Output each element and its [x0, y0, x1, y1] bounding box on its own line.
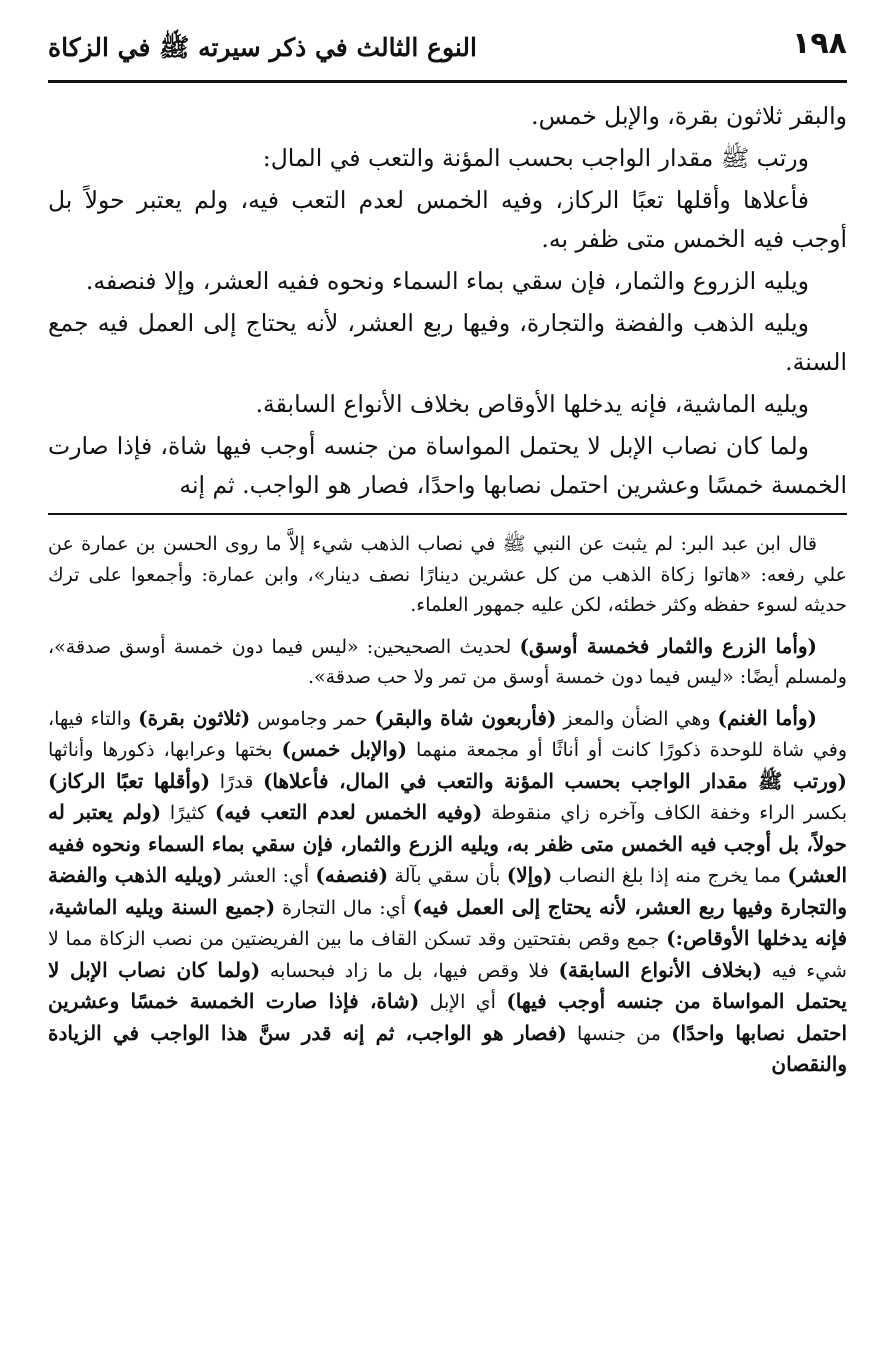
- quoted-text: (جميع السنة ويليه الماشية، فإنه يدخلها الأوقاص:): [48, 894, 847, 950]
- note-text: وهي الضأن والمعز: [556, 707, 718, 730]
- page-number: ١٩٨: [792, 26, 847, 61]
- quoted-text: (بخلاف الأنواع السابقة): [558, 957, 763, 982]
- footnote-divider: [48, 513, 847, 515]
- quoted-text: (فأربعون شاة والبقر): [374, 705, 557, 730]
- main-paragraph: ويليه الذهب والفضة والتجارة، وفيها ربع العشر، لأنه يحتاج إلى العمل فيه جمع السنة.: [48, 309, 847, 376]
- quoted-text: (والإبل خمس): [281, 737, 408, 761]
- note-text: حمر وجاموس: [250, 707, 375, 730]
- main-paragraph: ورتب ﷺ مقدار الواجب بحسب المؤنة والتعب في المال:: [262, 144, 809, 172]
- note-text: أي: مال التجارة: [275, 896, 413, 919]
- page-header: [48, 22, 847, 83]
- quoted-text: (ويليه الذهب والفضة والتجارة وفيها ربع العشر، لأنه يحتاج إلى العمل فيه): [48, 863, 848, 919]
- quoted-text: (وإلا): [506, 863, 553, 887]
- note-paragraph: [48, 703, 847, 1081]
- note-text: أي الإبل: [419, 991, 507, 1013]
- note-text: لحديث الصحيحين: «ليس فيما دون خمسة أوسق صدقة»، ولمسلم أيضًا: «ليس فيما دون خمسة أوسق من تمر ولا حب صدقة».: [48, 635, 847, 688]
- note-paragraph: [48, 631, 847, 693]
- main-paragraph: ويليه الماشية، فإنه يدخلها الأوقاص بخلاف الأنواع السابقة.: [255, 390, 809, 418]
- running-title: النوع الثالث في ذكر سيرته ﷺ في الزكاة: [48, 33, 477, 62]
- note-text: بأن سقي بآلة: [388, 865, 507, 887]
- quoted-text: (وفيه الخمس لعدم التعب فيه): [214, 800, 483, 824]
- quoted-text: (ورتب ﷺ مقدار الواجب بحسب المؤنة والتعب في المال، فأعلاها): [262, 768, 847, 793]
- note-text: أي: العشر: [222, 865, 316, 887]
- main-text: [48, 97, 847, 505]
- note-paragraph: [48, 529, 847, 621]
- quoted-text: (ثلاثون بقرة): [138, 705, 251, 730]
- note-text: فلا وقص فيها، بل ما زاد فبحسابه: [260, 959, 559, 982]
- quoted-text: (ولما كان نصاب الإبل لا يحتمل المواساة من جنسه أوجب فيها): [48, 957, 847, 1013]
- quoted-text: (وأما الزرع والثمار فخمسة أوسق): [519, 633, 817, 658]
- main-paragraph: ويليه الزروع والثمار، فإن سقي بماء السماء ونحوه ففيه العشر، وإلا فنصفه.: [85, 267, 809, 295]
- quoted-text: (فنصفه): [315, 863, 389, 887]
- note-text: من جنسها: [566, 1022, 672, 1045]
- quoted-text: (وأقلها تعبًا الركاز): [48, 768, 211, 793]
- note-text: قدرًا: [210, 770, 263, 793]
- main-paragraph: والبقر ثلاثون بقرة، والإبل خمس.: [531, 102, 847, 130]
- main-paragraph: ولما كان نصاب الإبل لا يحتمل المواساة من جنسه أوجب فيها شاة، فإذا صارت الخمسة خمسًا وعشرين احتمل نصابها واحدًا، فصار هو الواجب. ثم إنه: [48, 432, 847, 499]
- quoted-text: (وأما الغنم): [717, 705, 818, 730]
- note-text: قال ابن عبد البر: لم يثبت عن النبي ﷺ في نصاب الذهب شيء إلاَّ ما روى الحسن بن عمارة عن علي رفعه: «هاتوا زكاة الذهب من كل عشرين دينارًا نصف دينار»، وابن عمارة: وأجمعوا على ترك حديثه لسوء حفظه وكثر خطئه، لكن عليه جمهور العلماء.: [48, 533, 847, 616]
- main-paragraph: فأعلاها وأقلها تعبًا الركاز، وفيه الخمس لعدم التعب فيه، ولم يعتبر حولاً بل أوجب فيه الخمس متى ظفر به.: [48, 186, 847, 253]
- quoted-text: (شاة، فإذا صارت الخمسة خمسًا وعشرين احتمل نصابها واحدًا): [48, 989, 847, 1045]
- quoted-text: (ولم يعتبر له حولاً، بل أوجب فيه الخمس متى ظفر به، ويليه الزرع والثمار، فإن سقي بماء السماء ونحوه ففيه العشر): [48, 800, 847, 887]
- note-text: بختها وعرابها، ذكورها وأناثها: [48, 739, 282, 761]
- quoted-text: (فصار هو الواجب، ثم إنه قدر سنَّ هذا الواجب في الزيادة والنقصان: [48, 1020, 847, 1076]
- book-page: [48, 22, 847, 1342]
- note-text: كثيرًا: [161, 802, 215, 824]
- note-text: مما يخرج منه إذا بلغ النصاب: [552, 865, 788, 887]
- commentary: [48, 529, 847, 1081]
- note-text: جمع وقص بفتحتين وقد تسكن القاف ما بين الفريضتين من نصب الزكاة مما لا شيء فيه: [48, 928, 847, 982]
- note-text: والتاء فيها، وفي شاة للوحدة ذكورًا كانت أو أناثًا أو مجمعة منهما: [48, 707, 847, 761]
- note-text: بكسر الراء وخفة الكاف وآخره زاي منقوطة: [482, 802, 847, 824]
